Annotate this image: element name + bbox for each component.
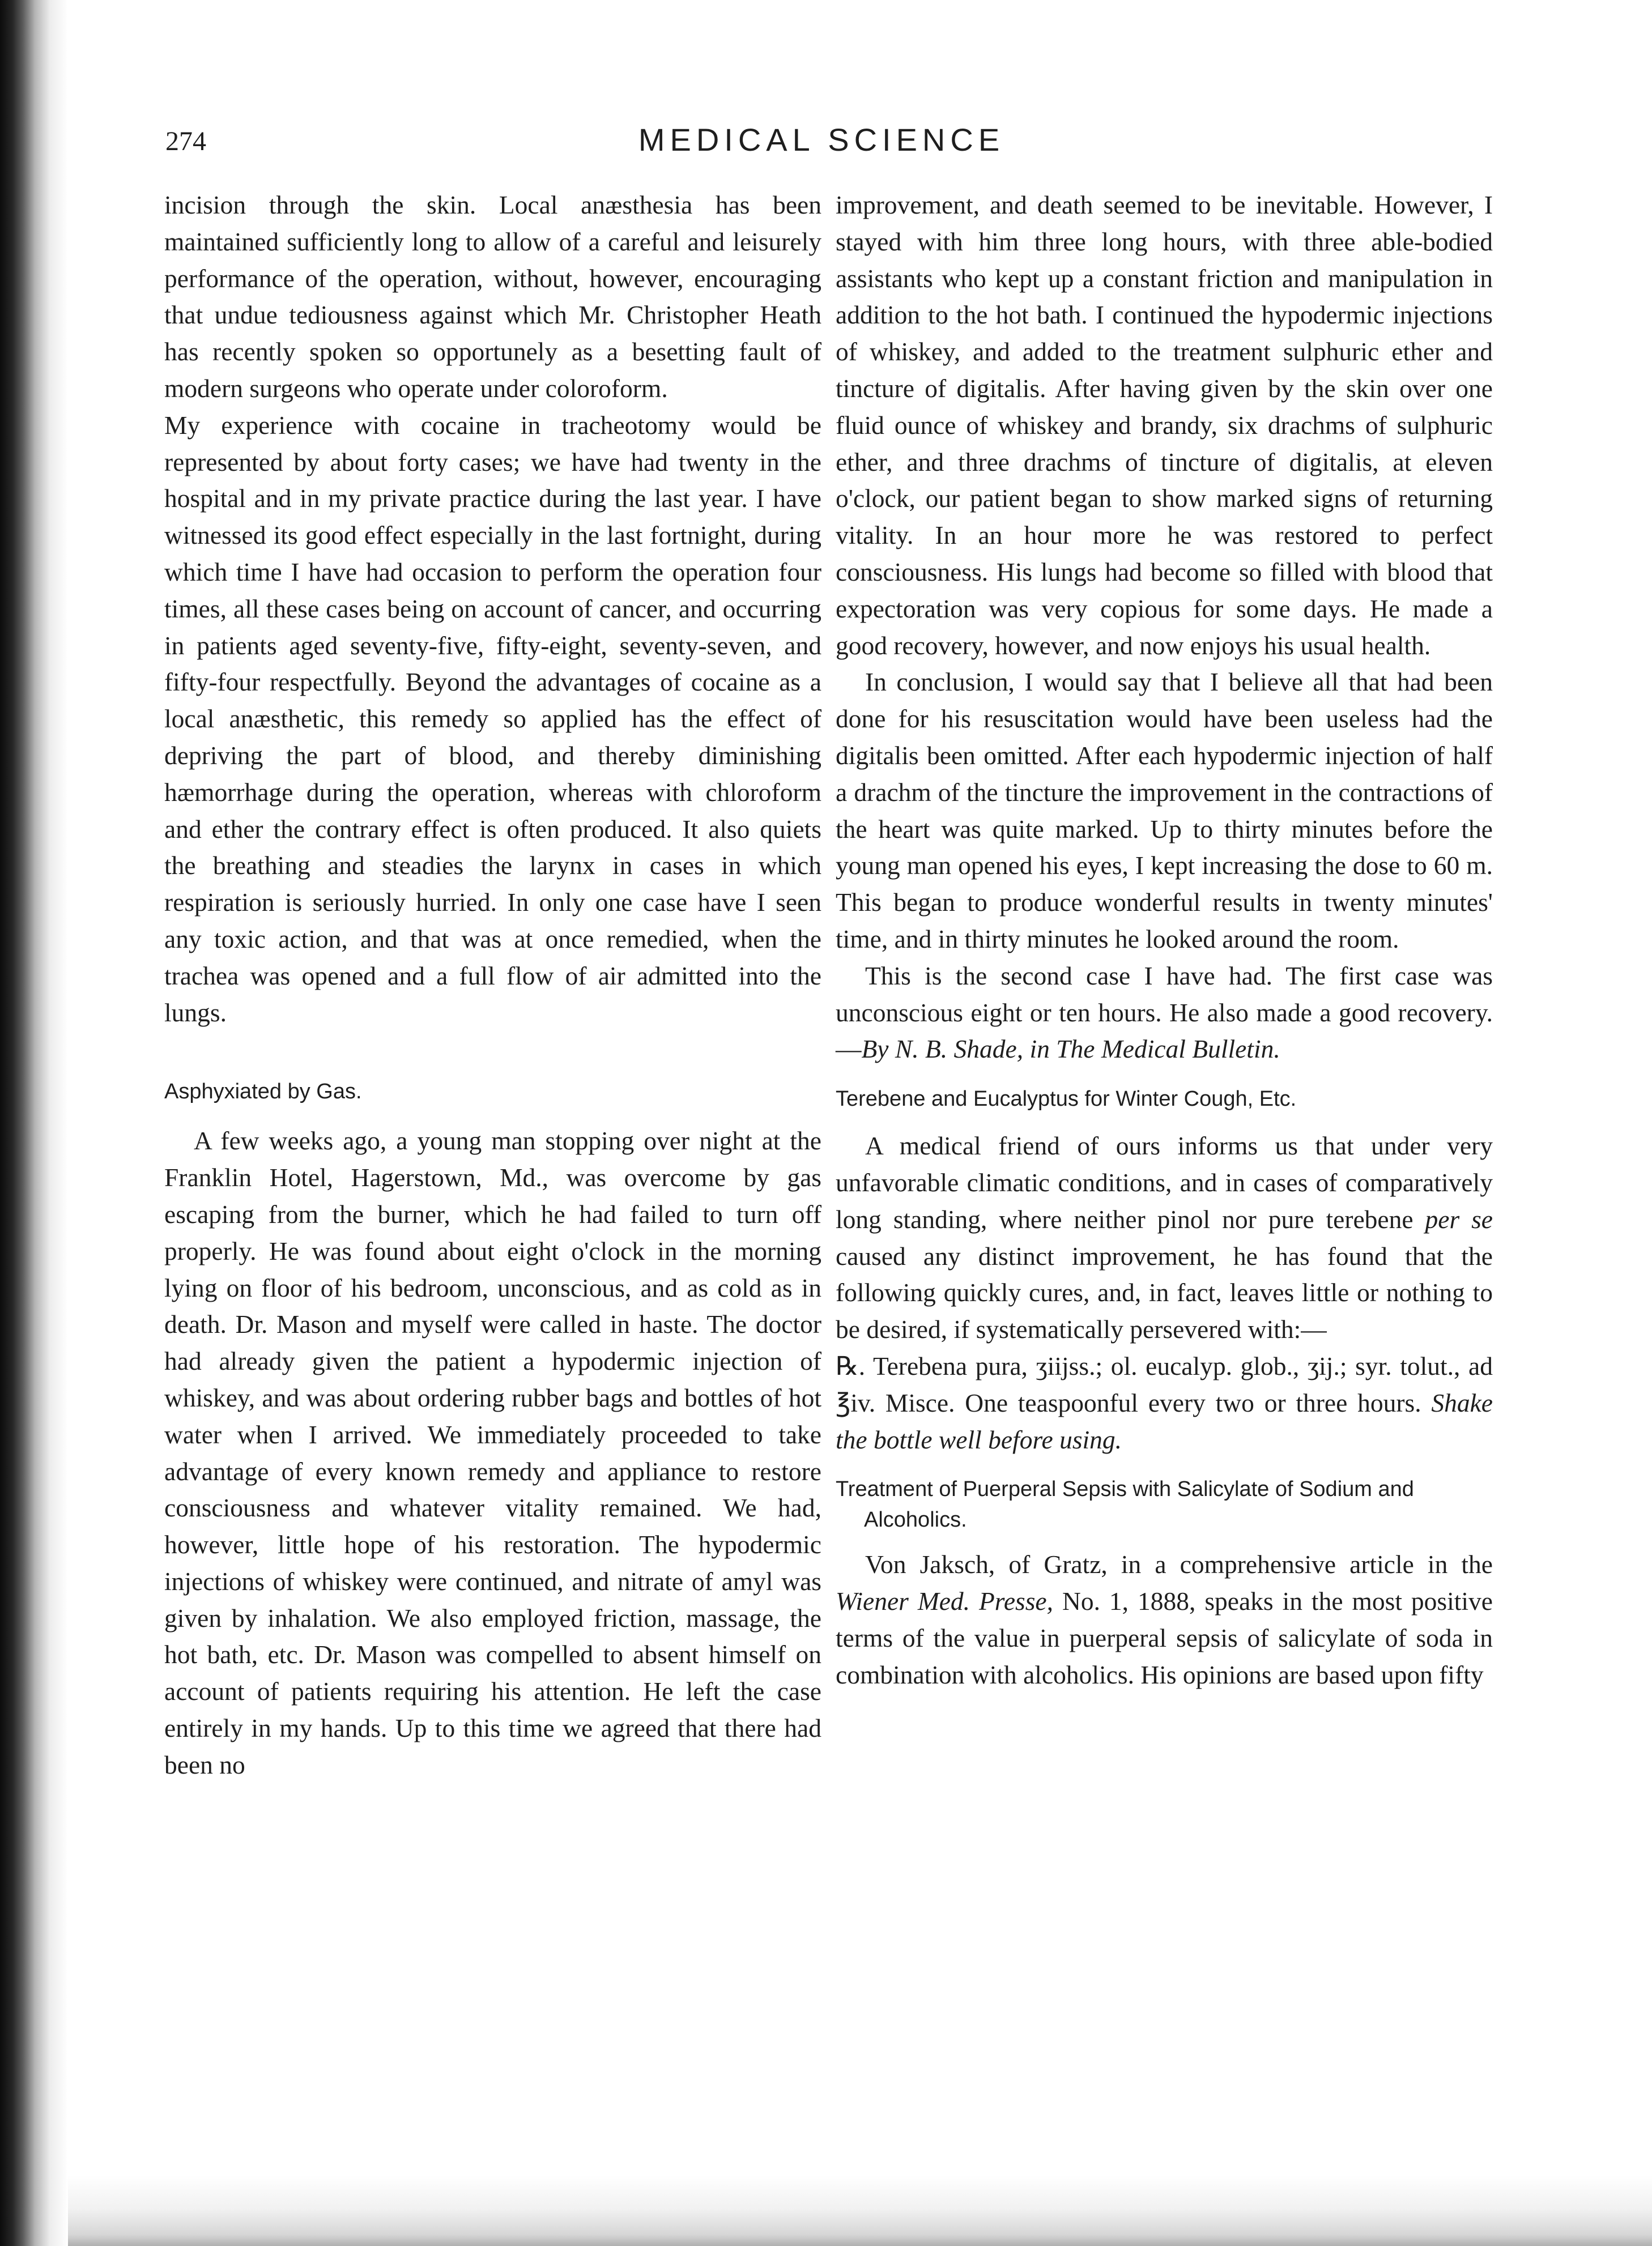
paragraph xyxy=(836,958,1493,1068)
section-heading: Treatment of Puerperal Sepsis with Salicylate of Sodium and Alcoholics. xyxy=(836,1477,1414,1532)
paragraph: incision through the skin. Local anæsthesia has been maintained sufficiently long to allow of a careful and leisurely performance of the operation, without, however, encouraging that undue tediousness against which Mr. Christopher Heath has recently spoken so opportunely as a besetting fault of modern surgeons who operate under coloroform. xyxy=(164,190,821,403)
paragraph: A few weeks ago, a young man stopping over night at the Franklin Hotel, Hagerstown, Md., was overcome by gas escaping from the burner, which he had failed to turn off properly. He was found about eight o'clock in the morning lying on floor of his bedroom, unconscious, and as cold as in death. Dr. Mason and myself were called in haste. The doctor had already given the patient a hypodermic injection of whiskey, and was about ordering rubber bags and bottles of hot water when I arrived. We immediately proceeded to take advantage of every known remedy and appliance to restore consciousness and whatever vitality remained. We had, however, little hope of his restoration. The hypodermic injections of whiskey were continued, and nitrate of amyl was given by inhalation. We also employed friction, massage, the hot bath, etc. Dr. Mason was compelled to absent himself on account of patients requiring his attention. He left the case entirely in my hands. Up to this time we agreed that there had been no xyxy=(164,1126,821,1779)
paragraph-text: A medical friend of ours informs us that under very unfavorable climatic conditions, and in cases of comparatively long standing, where neither pinol nor pure terebene xyxy=(836,1131,1493,1234)
right-column xyxy=(836,187,1493,1693)
italic-phrase: per se xyxy=(1425,1204,1493,1234)
paragraph-text: No. 1, 1888, speaks in the most positive terms of the value in puerperal sepsis of salicylate of soda in combination with alcoholics. His opinions are based upon fifty xyxy=(836,1587,1493,1689)
paragraph-text: This is the second case I have had. The first case was unconscious eight or ten hours. He also made a good recovery.— xyxy=(836,961,1493,1064)
paragraph-text: Von Jaksch, of Gratz, in a comprehensive article in the xyxy=(865,1550,1493,1579)
book-spine-shadow xyxy=(0,0,68,2246)
paragraph: improvement, and death seemed to be inevitable. However, I stayed with him three long hours, with three able-bodied assistants who kept up a constant friction and manipulation in addition to the hot bath. I continued the hypodermic injections of whiskey, and added to the treatment sulphuric ether and tincture of digitalis. After having given by the skin over one fluid ounce of whiskey and brandy, six drachms of sulphuric ether, and three drachms of tincture of digitalis, at eleven o'clock, our patient began to show marked signs of returning vitality. In an hour more he was restored to perfect consciousness. His lungs had become so filled with blood that expectoration was very copious for some days. He made a good recovery, however, and now enjoys his usual health. xyxy=(836,190,1493,660)
page-bottom-edge xyxy=(68,2175,1652,2246)
left-column xyxy=(164,187,821,1784)
running-title: MEDICAL SCIENCE xyxy=(638,122,1005,157)
source-credit: By N. B. Shade, in The Medical Bulletin. xyxy=(861,1034,1280,1064)
prescription xyxy=(836,1348,1493,1458)
paragraph xyxy=(836,1546,1493,1693)
paragraph xyxy=(836,1128,1493,1348)
italic-phrase: Wiener Med. Presse, xyxy=(836,1587,1054,1616)
paragraph-text: caused any distinct improvement, he has found that the following quickly cures, and, in fact, leaves little or nothing to be desired, if systematically persevered with:— xyxy=(836,1241,1493,1344)
paragraph: In conclusion, I would say that I believe all that had been done for his resuscitation would have been useless had the digitalis been omitted. After each hypodermic injection of half a drachm of the tincture the improvement in the contractions of the heart was quite marked. Up to thirty minutes before the young man opened his eyes, I kept increasing the dose to 60 m. This began to produce wonderful results in twenty minutes' time, and in thirty minutes he looked around the room. xyxy=(836,667,1493,953)
italic-phrase: Shake the bottle well before using. xyxy=(836,1388,1493,1454)
paragraph: My experience with cocaine in tracheotomy would be represented by about forty cases; we have had twenty in the hospital and in my private practice during the last year. I have witnessed its good effect especially in the last fortnight, during which time I have had occasion to perform the operation four times, all these cases being on account of cancer, and occurring in patients aged seventy-five, fifty-eight, seventy-seven, and fifty-four respectfully. Beyond the advantages of cocaine as a local anæsthetic, this remedy so applied has the effect of depriving the part of blood, and thereby diminishing hæmorrhage during the operation, whereas with chloroform and ether the contrary effect is often produced. It also quiets the breathing and steadies the larynx in cases in which respiration is seriously hurried. In only one case have I seen any toxic action, and that was at once remedied, when the trachea was opened and a full flow of air admitted into the lungs. xyxy=(164,410,821,1027)
paragraph-text: ℞. Terebena pura, ʒiijss.; ol. eucalyp. glob., ʒij.; syr. tolut., ad ℥iv. Misce. One teaspoonful every two or three hours. xyxy=(836,1351,1493,1417)
page-number: 274 xyxy=(165,126,206,156)
section-heading: Terebene and Eucalyptus for Winter Cough, Etc. xyxy=(836,1087,1297,1111)
section-heading: Asphyxiated by Gas. xyxy=(164,1080,362,1104)
